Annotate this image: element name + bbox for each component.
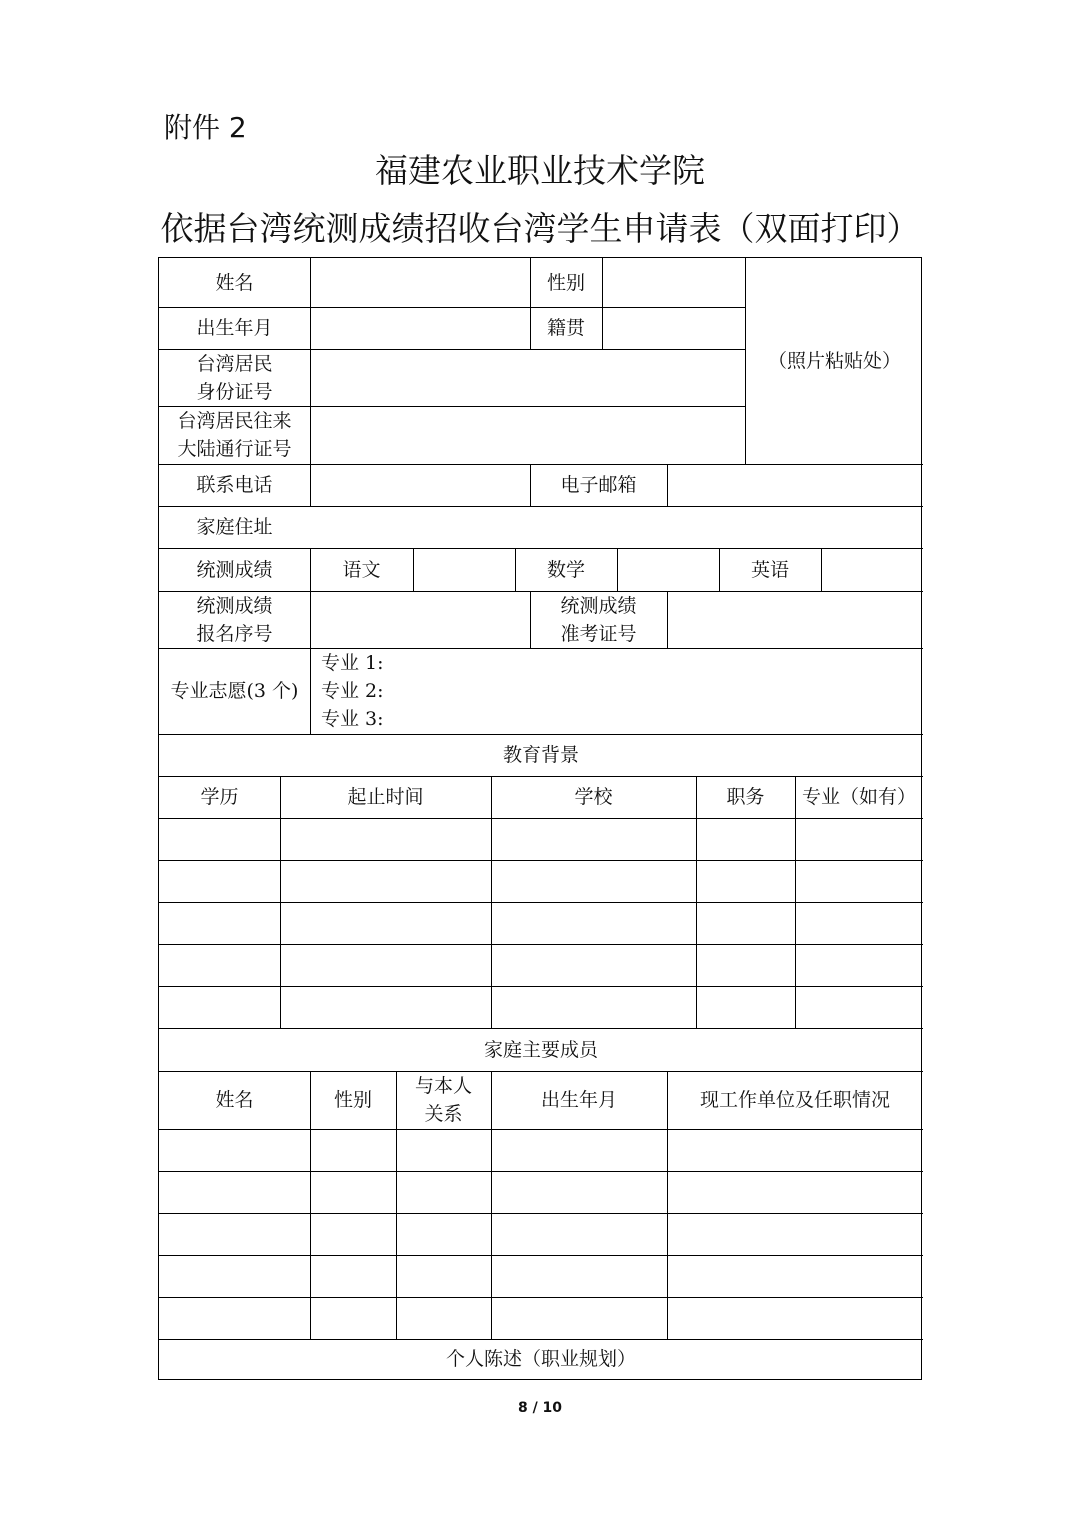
email-field[interactable] [668, 464, 923, 506]
major-1-label: 专业 1: [321, 652, 384, 674]
majors-label: 专业志愿(3 个) [170, 680, 299, 702]
statement-section-title: 个人陈述（职业规划） [445, 1348, 636, 1370]
family-header-gender: 性别 [333, 1089, 372, 1111]
address-field[interactable] [311, 506, 923, 548]
exam-no-field[interactable] [668, 591, 923, 648]
education-header-position: 职务 [726, 786, 765, 808]
address-label: 家庭住址 [196, 516, 273, 538]
gender-label: 性别 [546, 271, 585, 294]
permit-label-line2: 大陆通行证号 [177, 438, 292, 460]
grid-line [159, 1129, 923, 1130]
majors-field[interactable] [311, 648, 923, 734]
education-section-title: 教育背景 [502, 744, 579, 766]
reg-no-label [159, 591, 310, 648]
application-form-table [158, 257, 922, 1380]
permit-label [159, 406, 310, 464]
education-header-period: 起止时间 [347, 786, 424, 808]
gender-field[interactable] [603, 258, 745, 307]
name-field[interactable] [311, 258, 530, 307]
chinese-score-field[interactable] [414, 548, 515, 591]
family-section-title: 家庭主要成员 [483, 1038, 598, 1061]
permit-label-line1: 台湾居民往来 [177, 410, 292, 432]
grid-line [159, 944, 923, 945]
native-place-field[interactable] [603, 307, 745, 349]
tw-id-label-line2: 身份证号 [196, 380, 273, 403]
family-header-relation [396, 1071, 491, 1129]
major-2-label: 专业 2: [321, 680, 384, 702]
reg-no-field[interactable] [311, 591, 530, 648]
grid-line [159, 1297, 923, 1298]
photo-placeholder[interactable]: （照片粘贴处） [767, 350, 901, 372]
attachment-label: 附件 2 [164, 111, 247, 144]
grid-line [159, 1255, 923, 1256]
english-label: 英语 [750, 558, 789, 581]
tw-id-label [159, 349, 310, 406]
exam-no-label-line1: 统测成绩 [560, 594, 637, 617]
document-title-institution: 福建农业职业技术学院 [375, 151, 705, 190]
document-title-form: 依据台湾统测成绩招收台湾学生申请表（双面打印） [160, 209, 920, 248]
grid-line [159, 818, 923, 819]
permit-field[interactable] [311, 406, 745, 464]
grid-line [159, 1213, 923, 1214]
native-place-label: 籍贯 [546, 317, 585, 339]
tw-id-field[interactable] [311, 349, 745, 406]
grid-line [159, 1171, 923, 1172]
scores-label: 统测成绩 [196, 558, 273, 581]
math-label: 数学 [546, 558, 585, 581]
phone-field[interactable] [311, 464, 530, 506]
english-score-field[interactable] [822, 548, 923, 591]
family-header-work: 现工作单位及任职情况 [699, 1089, 890, 1111]
major-3-label: 专业 3: [321, 708, 384, 730]
family-header-relation-line1: 与本人 [414, 1075, 472, 1097]
chinese-label: 语文 [342, 558, 381, 581]
birth-label: 出生年月 [196, 317, 273, 339]
exam-no-label [530, 591, 667, 648]
grid-line [159, 860, 923, 861]
education-header-school: 学校 [574, 786, 613, 808]
family-header-relation-line2: 关系 [424, 1103, 463, 1125]
email-label: 电子邮箱 [560, 474, 637, 496]
math-score-field[interactable] [618, 548, 719, 591]
birth-field[interactable] [311, 307, 530, 349]
education-header-major: 专业（如有） [801, 786, 916, 808]
exam-no-label-line2: 准考证号 [560, 622, 637, 645]
education-header-degree: 学历 [200, 786, 239, 808]
family-header-birth: 出生年月 [540, 1089, 617, 1111]
tw-id-label-line1: 台湾居民 [196, 352, 273, 375]
family-header-name: 姓名 [215, 1089, 254, 1111]
grid-line [159, 902, 923, 903]
reg-no-label-line2: 报名序号 [196, 622, 273, 645]
page-number: 8 / 10 [517, 1400, 563, 1416]
grid-line [159, 986, 923, 987]
reg-no-label-line1: 统测成绩 [196, 594, 273, 617]
name-label: 姓名 [215, 271, 254, 294]
phone-label: 联系电话 [196, 474, 273, 496]
